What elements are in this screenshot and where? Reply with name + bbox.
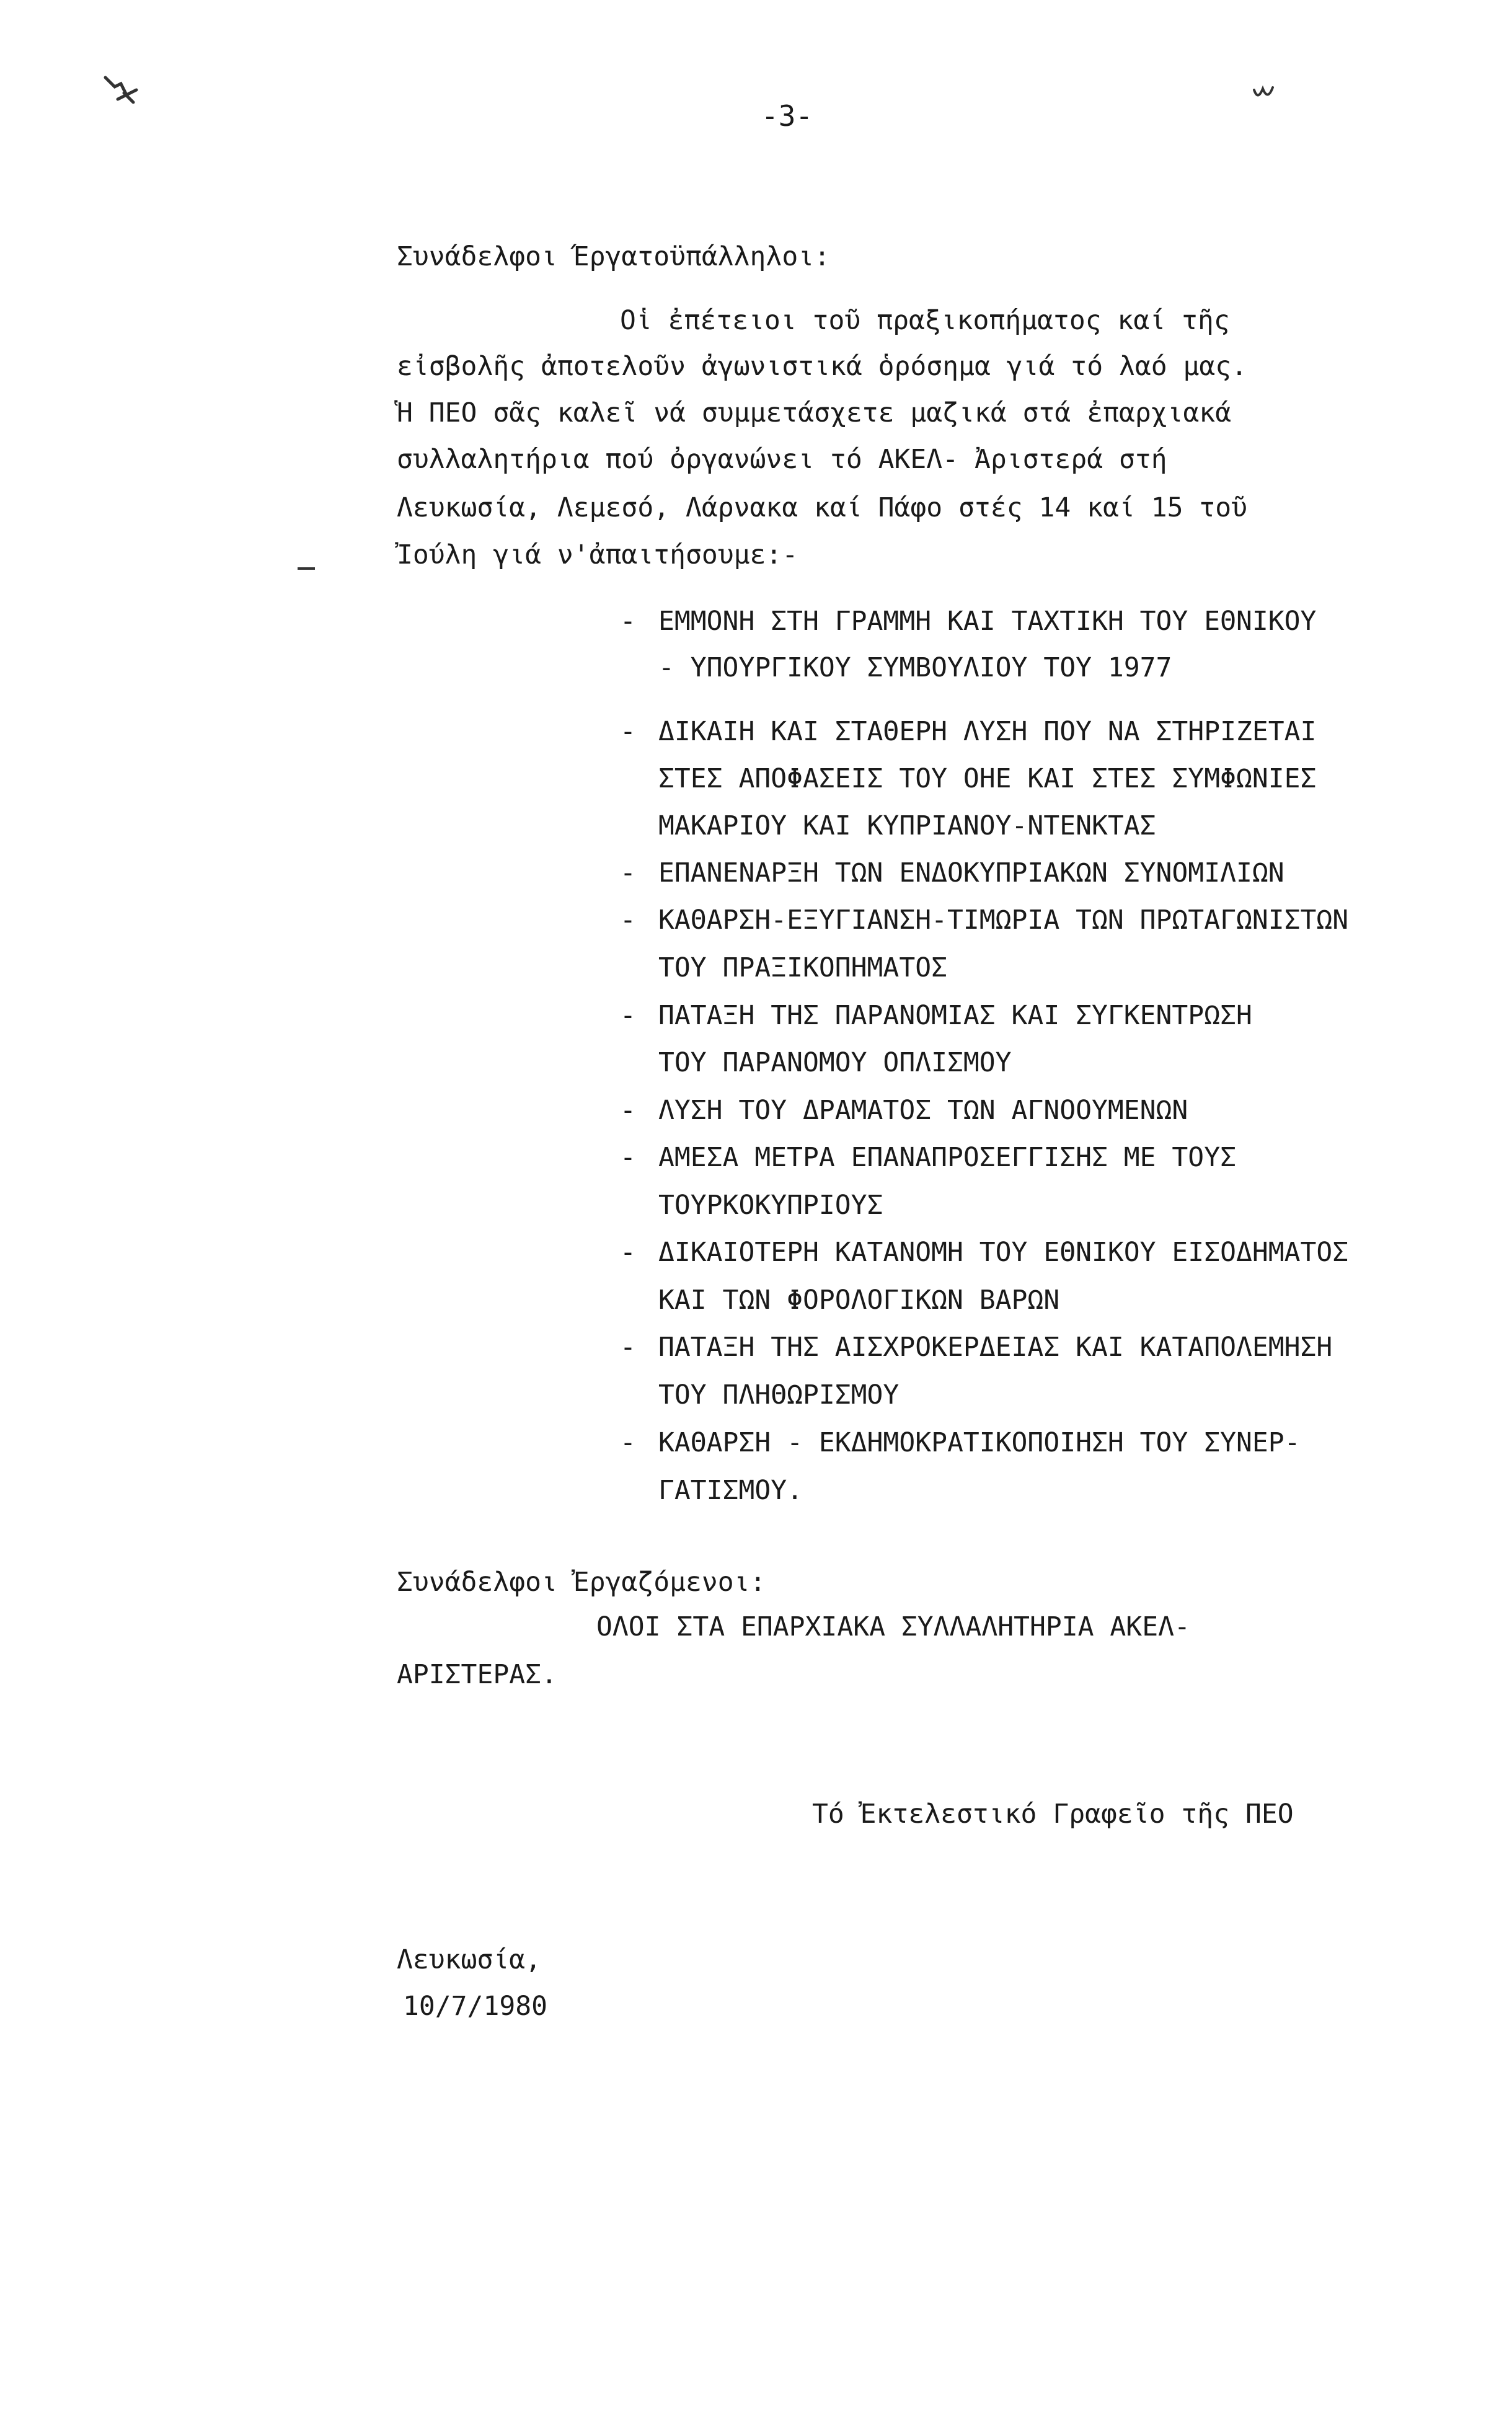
intro-line: εἰσβολῆς ἀποτελοῦν ἀγωνιστικά ὁρόσημα γιά τό λαό μας. [397, 351, 1248, 382]
list-dash: - [620, 1095, 636, 1126]
date: 10/7/1980 [403, 1991, 547, 2022]
demand-line: ΚΑΘΑΡΣΗ-ΕΞΥΓΙΑΝΣΗ-ΤΙΜΩΡΙΑ ΤΩΝ ΠΡΩΤΑΓΩΝΙΣΤΩΝ [658, 905, 1349, 936]
demand-line: ΚΑΘΑΡΣΗ - ΕΚΔΗΜΟΚΡΑΤΙΚΟΠΟΙΗΣΗ ΤΟΥ ΣΥΝΕΡ- [658, 1427, 1301, 1458]
demand-line: ΠΑΤΑΞΗ ΤΗΣ ΑΙΣΧΡΟΚΕΡΔΕΙΑΣ ΚΑΙ ΚΑΤΑΠΟΛΕΜΗΣΗ [658, 1332, 1333, 1363]
demand-line: - ΥΠΟΥΡΓΙΚΟΥ ΣΥΜΒΟΥΛΙΟΥ ΤΟΥ 1977 [658, 652, 1172, 683]
list-dash: - [620, 1332, 636, 1363]
demand-line: ΔΙΚΑΙΟΤΕΡΗ ΚΑΤΑΝΟΜΗ ΤΟΥ ΕΘΝΙΚΟΥ ΕΙΣΟΔΗΜΑΤΟΣ [658, 1237, 1349, 1268]
call-line: ΟΛΟΙ ΣΤΑ ΕΠΑΡΧΙΑΚΑ ΣΥΛΛΑΛΗΤΗΡΙΑ ΑΚΕΛ- [596, 1611, 1190, 1642]
demand-line: ΕΜΜΟΝΗ ΣΤΗ ΓΡΑΜΜΗ ΚΑΙ ΤΑΧΤΙΚΗ ΤΟΥ ΕΘΝΙΚΟΥ [658, 606, 1317, 637]
staple-mark-decoration [99, 68, 174, 112]
page-number: -3- [761, 99, 813, 133]
call-line: ΑΡΙΣΤΕΡΑΣ. [397, 1659, 557, 1690]
intro-line: Λευκωσία, Λεμεσό, Λάρνακα καί Πάφο στές 14 καί 15 τοῦ [397, 492, 1248, 523]
list-dash: - [620, 606, 636, 637]
demand-line: ΜΑΚΑΡΙΟΥ ΚΑΙ ΚΥΠΡΙΑΝΟΥ-ΝΤΕΝΚΤΑΣ [658, 810, 1156, 841]
signature: Τό Ἐκτελεστικό Γραφεῖο τῆς ΠΕΟ [812, 1799, 1294, 1830]
demand-line: ΤΟΥ ΠΑΡΑΝΟΜΟΥ ΟΠΛΙΣΜΟΥ [658, 1047, 1012, 1078]
list-dash: - [620, 857, 636, 888]
list-dash: - [620, 716, 636, 747]
list-dash: - [620, 1000, 636, 1031]
demand-line: ΚΑΙ ΤΩΝ ΦΟΡΟΛΟΓΙΚΩΝ ΒΑΡΩΝ [658, 1285, 1060, 1316]
list-dash: - [620, 905, 636, 936]
greeting-working-people: Συνάδελφοι Ἐργαζόμενοι: [397, 1567, 766, 1598]
greeting-workers: Συνάδελφοι Έργατοϋπάλληλοι: [397, 241, 830, 272]
list-dash: - [620, 1237, 636, 1268]
demand-line: ΠΑΤΑΞΗ ΤΗΣ ΠΑΡΑΝΟΜΙΑΣ ΚΑΙ ΣΥΓΚΕΝΤΡΩΣΗ [658, 1000, 1252, 1031]
demand-line: ΕΠΑΝΕΝΑΡΞΗ ΤΩΝ ΕΝΔΟΚΥΠΡΙΑΚΩΝ ΣΥΝΟΜΙΛΙΩΝ [658, 857, 1284, 888]
intro-line: Οἱ ἐπέτειοι τοῦ πραξικοπήματος καί τῆς [620, 305, 1230, 336]
demand-line: ΤΟΥ ΠΛΗΘΩΡΙΣΜΟΥ [658, 1379, 900, 1410]
demand-line: ΔΙΚΑΙΗ ΚΑΙ ΣΤΑΘΕΡΗ ΛΥΣΗ ΠΟΥ ΝΑ ΣΤΗΡΙΖΕΤΑΙ [658, 716, 1317, 747]
demand-line: ΤΟΥ ΠΡΑΞΙΚΟΠΗΜΑΤΟΣ [658, 952, 947, 983]
demand-line: ΤΟΥΡΚΟΚΥΠΡΙΟΥΣ [658, 1190, 883, 1221]
demand-line: ΛΥΣΗ ΤΟΥ ΔΡΑΜΑΤΟΣ ΤΩΝ ΑΓΝΟΟΥΜΕΝΩΝ [658, 1095, 1188, 1126]
intro-line: συλλαλητήρια πού ὀργανώνει τό ΑΚΕΛ- Ἀριστερά στή [397, 444, 1167, 475]
demand-line: ΑΜΕΣΑ ΜΕΤΡΑ ΕΠΑΝΑΠΡΟΣΕΓΓΙΣΗΣ ΜΕ ΤΟΥΣ [658, 1142, 1236, 1173]
margin-mark-decoration [298, 567, 315, 570]
list-dash: - [620, 1427, 636, 1458]
demand-line: ΓΑΤΙΣΜΟΥ. [658, 1475, 803, 1506]
list-dash: - [620, 1142, 636, 1173]
demand-line: ΣΤΕΣ ΑΠΟΦΑΣΕΙΣ ΤΟΥ ΟΗΕ ΚΑΙ ΣΤΕΣ ΣΥΜΦΩΝΙΕΣ [658, 763, 1317, 794]
place: Λευκωσία, [397, 1944, 541, 1975]
intro-line: Ἡ ΠΕΟ σᾶς καλεῖ νά συμμετάσχετε μαζικά στά ἐπαρχιακά [397, 397, 1232, 428]
intro-line: Ἰούλη γιά ν'ἀπαιτήσουμε:- [397, 539, 798, 570]
handwritten-mark-decoration [1249, 71, 1299, 108]
